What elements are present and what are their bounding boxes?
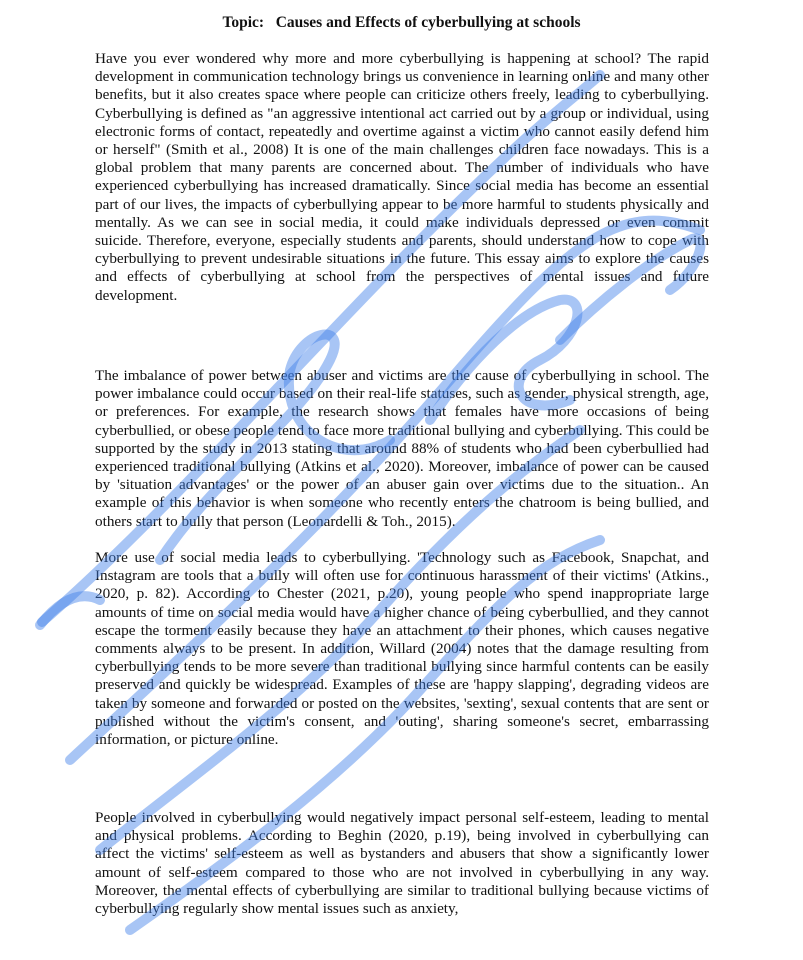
- paragraph-social-media: More use of social media leads to cyberbullying. 'Technology such as Facebook, Snapchat, and Instagram are tools that a bully will often use for continuous harassment of their victims' (Atkins., 2020, p. 82). According to Chester (2021, p.20), young people who spend inappropriate large amounts of time on social media would have a higher chance of being cyberbullied, and they cannot escape the torment easily because they have an attachment to their phones, which causes negative comments always to be present. In addition, Willard (2004) notes that the damage resulting from cyberbullying tends to be more severe than traditional bullying since harmful contents can be easily preserved and quickly be widespread. Examples of these are 'happy slapping', degrading videos are taken by someone and forwarded or posted on the websites, 'sexting', sexual contents that are sent or published without the victim's consent, and 'outing', sharing someone's secret, embarrassing information, or picture online.: [95, 549, 709, 749]
- page-title: Topic: Causes and Effects of cyberbullying at schools: [222, 14, 581, 31]
- watermark-stroke-tail: [40, 596, 100, 625]
- paragraph-introduction: Have you ever wondered why more and more cyberbullying is happening at school? The rapid development in communication technology brings us convenience in learning online and many other benefits, but it also creates space where people can criticize others freely, leading to cyberbullying. Cyberbullying is defined as "an aggressive intentional act carried out by a group or individual, using electronic forms of contact, repeatedly and overtime against a victim who cannot easily defend him or herself" (Smith et al., 2008) It is one of the main challenges children face nowadays. This is a global problem that many parents are concerned about. The number of individuals who have experienced cyberbullying has increased dramatically. Since social media has become an essential part of our lives, the impacts of cyberbullying appear to be more harmful to students physically and mentally. As we can see in social media, it could make individuals depressed or even commit suicide. Therefore, everyone, especially students and parents, should understand how to cope with cyberbullying to prevent undesirable situations in the future. This essay aims to explore the causes and effects of cyberbullying at school from the perspectives of mental issues and future development.: [95, 50, 709, 304]
- paragraph-power-imbalance: The imbalance of power between abuser and victims are the cause of cyberbullying in school. The power imbalance could occur based on their real-life statuses, such as gender, physical strength, age, or preferences. For example, the research shows that females have more occasions of being cyberbullied, or obese people tend to face more traditional bullying and cyberbullying. This could be supported by the study in 2013 stating that around 88% of students who had been cyberbullied had experienced traditional bullying (Atkins et al., 2020). Moreover, imbalance of power can be caused by 'situation advantages' or the power of an abuser gain over victims due to the situation.. An example of this behavior is when someone who recently enters the chatroom is being bullied, and others start to bully that person (Leonardelli & Toh., 2015).: [95, 367, 709, 530]
- paragraph-self-esteem: People involved in cyberbullying would negatively impact personal self-esteem, leading to mental and physical problems. According to Beghin (2020, p.19), being involved in cyberbullying can affect the victims' self-esteem as well as bystanders and abusers that show a significantly lower amount of self-esteem compared to those who are not involved in cyberbullying in any way. Moreover, the mental effects of cyberbullying are similar to traditional bullying because victims of cyberbullying regularly show mental issues such as anxiety,: [95, 809, 709, 918]
